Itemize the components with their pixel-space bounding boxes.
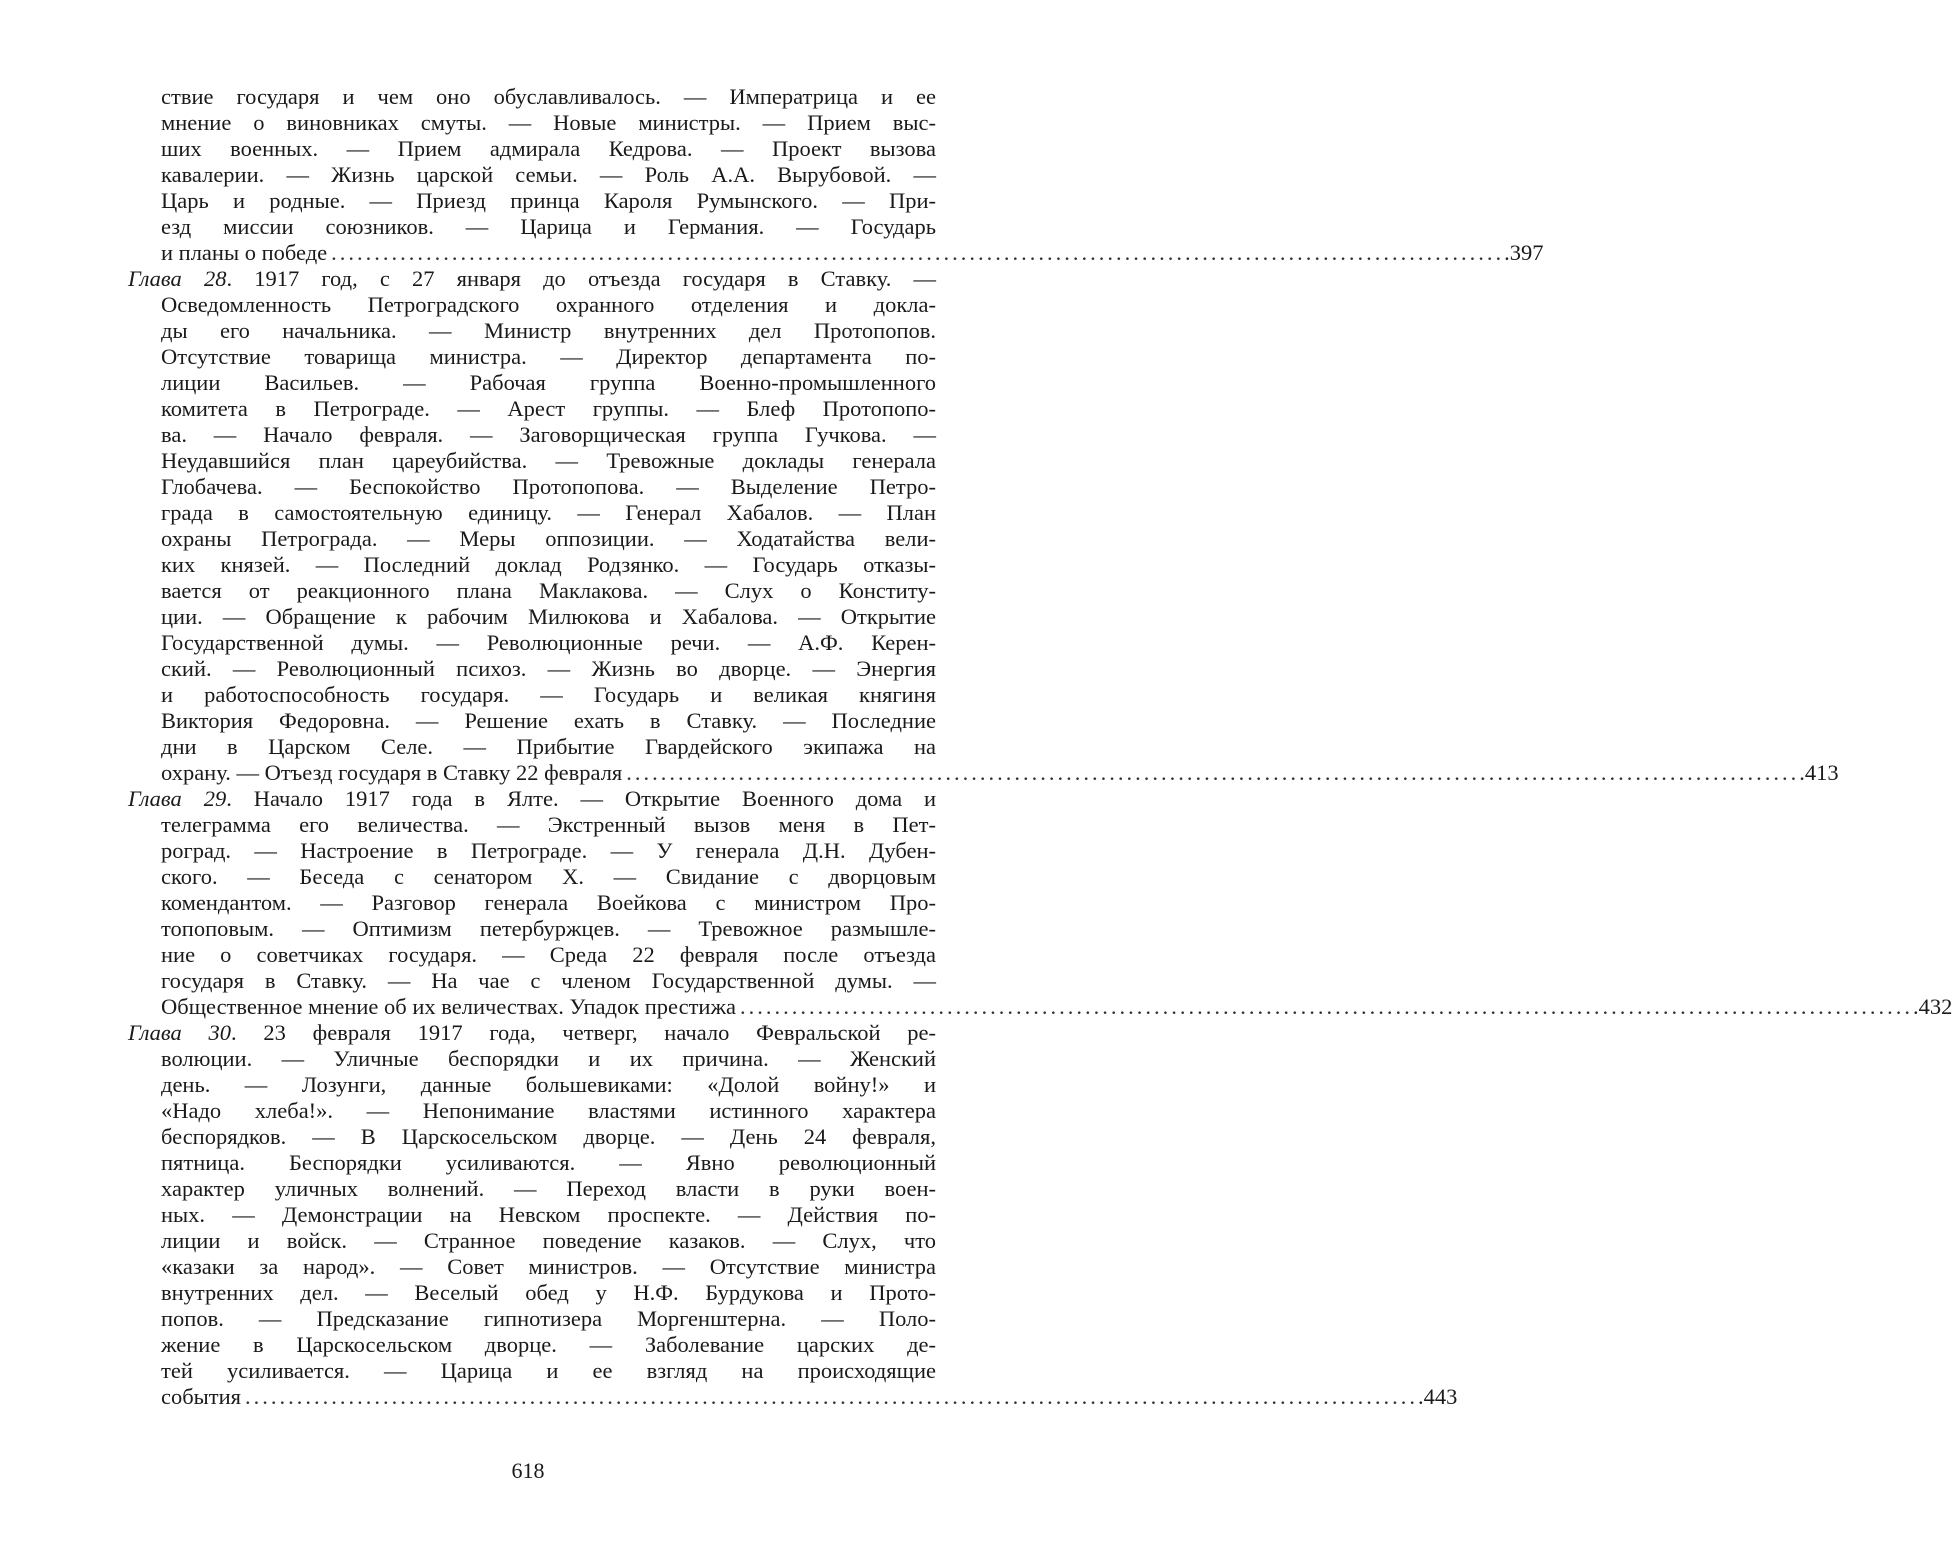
chapter-title-start: . 23 февраля 1917 года, четверг, начало Февральской ре-	[231, 1020, 936, 1045]
toc-entry-chapter-30	[128, 1020, 1458, 1410]
toc-page-ref: .397	[1504, 240, 1544, 265]
toc-line: ции. — Обращение к рабочим Милюкова и Хабалова. — Открытие	[161, 604, 936, 629]
toc-line: Государственной думы. — Революционные речи. — А.Ф. Керен-	[161, 630, 936, 655]
toc-line: кавалерии. — Жизнь царской семьи. — Роль А.А. Вырубовой. —	[161, 162, 936, 187]
toc-line: дни в Царском Селе. — Прибытие Гвардейского экипажа на	[161, 734, 936, 759]
toc-line: мнение о виновниках смуты. — Новые министры. — Прием выс-	[161, 110, 936, 135]
toc-line: охраны Петрограда. — Меры оппозиции. — Ходатайства вели-	[161, 526, 936, 551]
toc-chapter-heading	[128, 1020, 936, 1046]
toc-line: тей усиливается. — Царица и ее взгляд на происходящие	[161, 1358, 936, 1383]
toc-line-last	[128, 760, 1839, 786]
toc-chapter-heading	[128, 786, 936, 812]
toc-line: ких князей. — Последний доклад Родзянко. — Государь отказы-	[161, 552, 936, 577]
toc-line: роград. — Настроение в Петрограде. — У генерала Д.Н. Дубен-	[161, 838, 936, 863]
chapter-label: Глава 28	[128, 266, 227, 291]
chapter-title-start: . Начало 1917 года в Ялте. — Открытие Военного дома и	[226, 786, 936, 811]
chapter-title-start: . 1917 год, с 27 января до отъезда государя в Ставку. —	[226, 266, 936, 291]
toc-page-ref: .413	[1799, 760, 1839, 785]
toc-line: ды его начальника. — Министр внутренних дел Протопопов.	[161, 318, 936, 343]
toc-line: характер уличных волнений. — Переход власти в руки воен-	[161, 1176, 936, 1201]
toc-line: топоповым. — Оптимизм петербуржцев. — Тревожное размышле-	[161, 916, 936, 941]
toc-line: телеграмма его величества. — Экстренный вызов меня в Пет-	[161, 812, 936, 837]
toc-line: ского. — Беседа с сенатором Х. — Свидание с дворцовым	[161, 864, 936, 889]
toc-line-last	[128, 240, 1544, 266]
toc-line: комитета в Петрограде. — Арест группы. — Блеф Протопопо-	[161, 396, 936, 421]
toc-line: Неудавшийся план цареубийства. — Тревожные доклады генерала	[161, 448, 936, 473]
toc-line: Отсутствие товарища министра. — Директор департамента по-	[161, 344, 936, 369]
chapter-label: Глава 30	[128, 1020, 232, 1045]
toc-line: Глобачева. — Беспокойство Протопопова. — Выделение Петро-	[161, 474, 936, 499]
page-number: 618	[511, 1458, 545, 1483]
toc-line: попов. — Предсказание гипнотизера Моргенштерна. — Поло-	[161, 1306, 936, 1331]
toc-line: государя в Ставку. — На чае с членом Государственной думы. —	[161, 968, 936, 993]
dot-leader: ........................................................................................................................................	[245, 1384, 1419, 1409]
toc-line-last	[128, 1384, 1458, 1410]
toc-line: Осведомленность Петроградского охранного отделения и докла-	[161, 292, 936, 317]
toc-line-text: события	[161, 1384, 242, 1409]
toc-line: «Надо хлеба!». — Непонимание властями истинного характера	[161, 1098, 936, 1123]
toc-line: волюции. — Уличные беспорядки и их причина. — Женский	[161, 1046, 936, 1071]
dot-leader: ........................................................................................................................................	[740, 994, 1913, 1019]
dot-leader: ........................................................................................................................................	[626, 760, 1800, 785]
toc-chapter-heading	[128, 266, 936, 292]
toc-line: ших военных. — Прием адмирала Кедрова. — Проект вызова	[161, 136, 936, 161]
toc-line: Виктория Федоровна. — Решение ехать в Ставку. — Последние	[161, 708, 936, 733]
toc-line: лиции и войск. — Странное поведение казаков. — Слух, что	[161, 1228, 936, 1253]
toc-line-last	[128, 994, 1952, 1020]
table-of-contents	[128, 84, 1952, 1410]
toc-line: и работоспособность государя. — Государь и великая княгиня	[161, 682, 936, 707]
toc-line: жение в Царскосельском дворце. — Заболевание царских де-	[161, 1332, 936, 1357]
toc-line: ский. — Революционный психоз. — Жизнь во дворце. — Энергия	[161, 656, 936, 681]
toc-line-text: и планы о победе	[161, 240, 328, 265]
toc-line: града в самостоятельную единицу. — Генерал Хабалов. — План	[161, 500, 936, 525]
toc-line: беспорядков. — В Царскосельском дворце. — День 24 февраля,	[161, 1124, 936, 1149]
toc-line: Царь и родные. — Приезд принца Кароля Румынского. — При-	[161, 188, 936, 213]
toc-entry-chapter-28	[128, 266, 1839, 786]
toc-line: внутренних дел. — Веселый обед у Н.Ф. Бурдукова и Прото-	[161, 1280, 936, 1305]
chapter-label: Глава 29	[128, 786, 227, 811]
toc-line: ва. — Начало февраля. — Заговорщическая группа Гучкова. —	[161, 422, 936, 447]
toc-entry-chapter-29	[128, 786, 1952, 1020]
toc-page-ref: .432	[1913, 994, 1952, 1019]
toc-line: комендантом. — Разговор генерала Воейкова с министром Про-	[161, 890, 936, 915]
toc-line: вается от реакционного плана Маклакова. — Слух о Конститу-	[161, 578, 936, 603]
toc-line: ных. — Демонстрации на Невском проспекте. — Действия по-	[161, 1202, 936, 1227]
toc-entry-continued	[128, 84, 1544, 266]
toc-line: день. — Лозунги, данные большевиками: «Долой войну!» и	[161, 1072, 936, 1097]
toc-line-text: охрану. — Отъезд государя в Ставку 22 февраля	[161, 760, 623, 785]
toc-line: ние о советчиках государя. — Среда 22 февраля после отъезда	[161, 942, 936, 967]
toc-line: ствие государя и чем оно обуславливалось. — Императрица и ее	[161, 84, 936, 109]
toc-page-ref: .443	[1418, 1384, 1458, 1409]
toc-line-text: Общественное мнение об их величествах. Упадок престижа	[161, 994, 736, 1019]
toc-line: езд миссии союзников. — Царица и Германия. — Государь	[161, 214, 936, 239]
dot-leader: ........................................................................................................................................	[331, 240, 1505, 265]
toc-line: лиции Васильев. — Рабочая группа Военно-промышленного	[161, 370, 936, 395]
toc-line: пятница. Беспорядки усиливаются. — Явно революционный	[161, 1150, 936, 1175]
toc-line: «казаки за народ». — Совет министров. — Отсутствие министра	[161, 1254, 936, 1279]
